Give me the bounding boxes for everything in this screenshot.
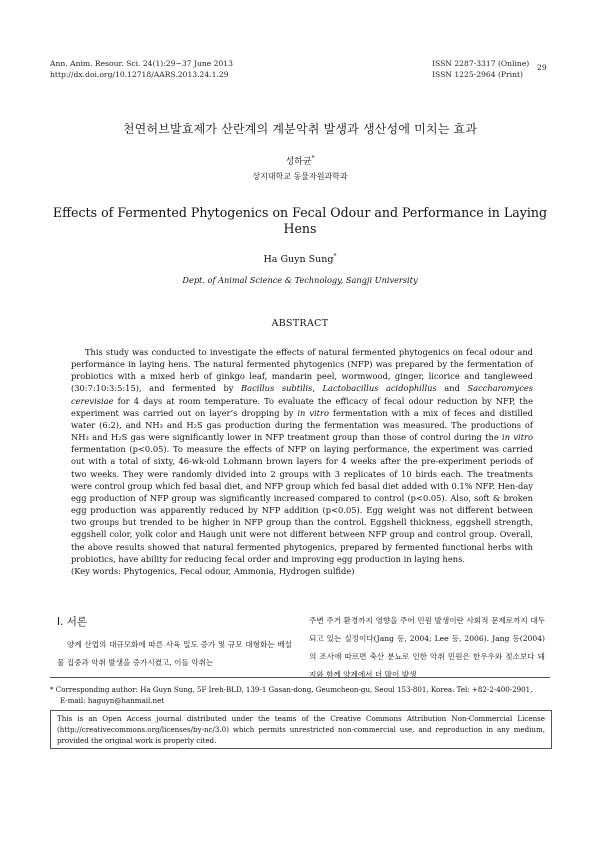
- license-box: This is an Open Access journal distributed under the teams of the Creative Commons Attribution Non-Commercial License (http://creativecommons.org/licenses/by-nc/3.0) which permits unrestricted non-commercial use, and reproduction in any medium, provided the original work is properly cited.: [50, 710, 552, 749]
- intro-left-column: 양계 산업의 대규모화에 따른 사육 밀도 증가 및 규모 대형화는 배설물 집중과 악취 발생을 증가시켰고, 이들 악취는: [57, 640, 292, 667]
- english-author: [0, 253, 600, 265]
- running-header-left: [50, 58, 233, 80]
- abstract-body: [71, 346, 533, 577]
- abstract-text-4: fermentation (p<0.05). To measure the effects of NFP on laying performance, the experiment was carried out with a total of sixty, 46-wk-old Lohmann brown layers for 4 weeks after the pre-experiment periods of two weeks. They were randomly divided into 2 groups with 3 replicates of 10 birds each. The treatments were control group which fed basal diet, and NFP group which fed basal diet added with 0.1% NFP. Hen-day egg production of NFP group was significantly increased compared to control (p<0.05). Also, soft & broken egg production was apparently reduced by NFP addition (p<0.05). Egg weight was not different between two groups but trended to be higher in NFP group than the control. Eggshell thickness, eggshell strength, eggshell color, yolk color and Haugh unit were not different between NFP group and control group. Overall, the above results showed that natural fermented phytogenics, prepared by fermented functional herbs with probiotics, have ability for reducing fecal order and improving egg production in laying hens.: [71, 444, 533, 564]
- korean-author: [0, 154, 600, 167]
- doi-link[interactable]: http://dx.doi.org/10.12718/AARS.2013.24.1.29: [50, 70, 229, 79]
- korean-affiliation: 상지대학교 동물자원과학과: [252, 172, 348, 181]
- footnote-line1: * Corresponding author: Ha Guyn Sung, 5F Ireh-BLD, 139-1 Gasan-dong, Geumcheon-gu, Seoul 153-801, Korea. Tel: +82-2-400-2901,: [50, 685, 533, 694]
- species-lactobacillus: Lactobacillus acidophillus: [322, 383, 437, 394]
- page-number: 29: [537, 63, 547, 72]
- abstract-text-1: This study was conducted to investigate the effects of natural fermented phytogenics on fecal odour and performance in laying hens. The natural fermented phytogenics (NFP) was prepared by the fermentation of probiotics with a mixed herb of ginkgo leaf, mandarin peel, wormwood, ginger, licorice and tangleweed (30:7:10:3:5:15), and fermented by: [71, 347, 533, 394]
- english-author-mark: *: [333, 253, 337, 260]
- korean-author-name: 성하균: [285, 157, 312, 167]
- abstract-text-2: for 4 days at room temperature. To evaluate the efficacy of fecal odour reduction by NFP, the experiment was carried out on layer’s dropping by: [71, 395, 533, 418]
- running-header-right: [432, 58, 529, 80]
- in-vitro-term-2: in vitro: [502, 432, 533, 443]
- corresponding-author-footnote: [50, 684, 550, 706]
- in-vitro-term-1: in vitro: [297, 407, 329, 418]
- abstract-text-3: fermentation with a mix of feces and distilled water (6:2), and NH₃ and H₂S gas production during the fermentation was measured. The productions of NH₃ and H₂S gas were significantly lower in NFP treatment group than those of control during the: [71, 407, 533, 443]
- korean-author-mark: *: [311, 155, 315, 162]
- english-affiliation: Dept. of Animal Science & Technology, Sangji University: [182, 275, 418, 285]
- abstract-paragraph: [71, 346, 533, 565]
- abstract-sep-1: ,: [312, 383, 323, 394]
- intro-right-column: 주변 주거 환경까지 영향을 주어 민원 발생이란 사회적 문제로까지 대두되고 있는 실정이다(Jang 등, 2004; Lee 등, 2006). Jang 등(2004)의 조사에 따르면 축산 분뇨로 인한 악취 민원은 한우우와 젖소보다 돼지와 함께 양계에서 더 많이 발생: [309, 616, 545, 679]
- species-saccharomyces: Saccharomyces cerevisiae: [71, 383, 534, 406]
- abstract-sep-2: and: [436, 383, 468, 394]
- abstract-heading: ABSTRACT: [271, 318, 329, 329]
- korean-title: 천연허브발효제가 산란계의 계분악취 발생과 생산성에 미치는 효과: [122, 122, 478, 136]
- english-title: [50, 205, 550, 237]
- issn-online: ISSN 2287-3317 (Online): [432, 59, 530, 68]
- footnote-email[interactable]: E-mail: haguyn@hanmail.net: [60, 696, 165, 705]
- english-title-line2: Hens: [283, 221, 317, 236]
- keywords: (Key words: Phytogenics, Fecal odour, Ammonia, Hydrogen sulfide): [71, 565, 355, 576]
- journal-citation: Ann. Anim. Resour. Sci. 24(1):29~37 June 2013: [50, 59, 233, 68]
- issn-print: ISSN 1225-2964 (Print): [432, 70, 523, 79]
- english-author-name: Ha Guyn Sung: [263, 254, 334, 266]
- species-bacillus: Bacillus subtilis: [241, 383, 313, 394]
- english-title-line1: Effects of Fermented Phytogenics on Fecal Odour and Performance in Laying: [52, 205, 548, 220]
- section-heading-introduction: Ⅰ. 서론: [57, 616, 88, 628]
- footnote-divider: [50, 677, 550, 678]
